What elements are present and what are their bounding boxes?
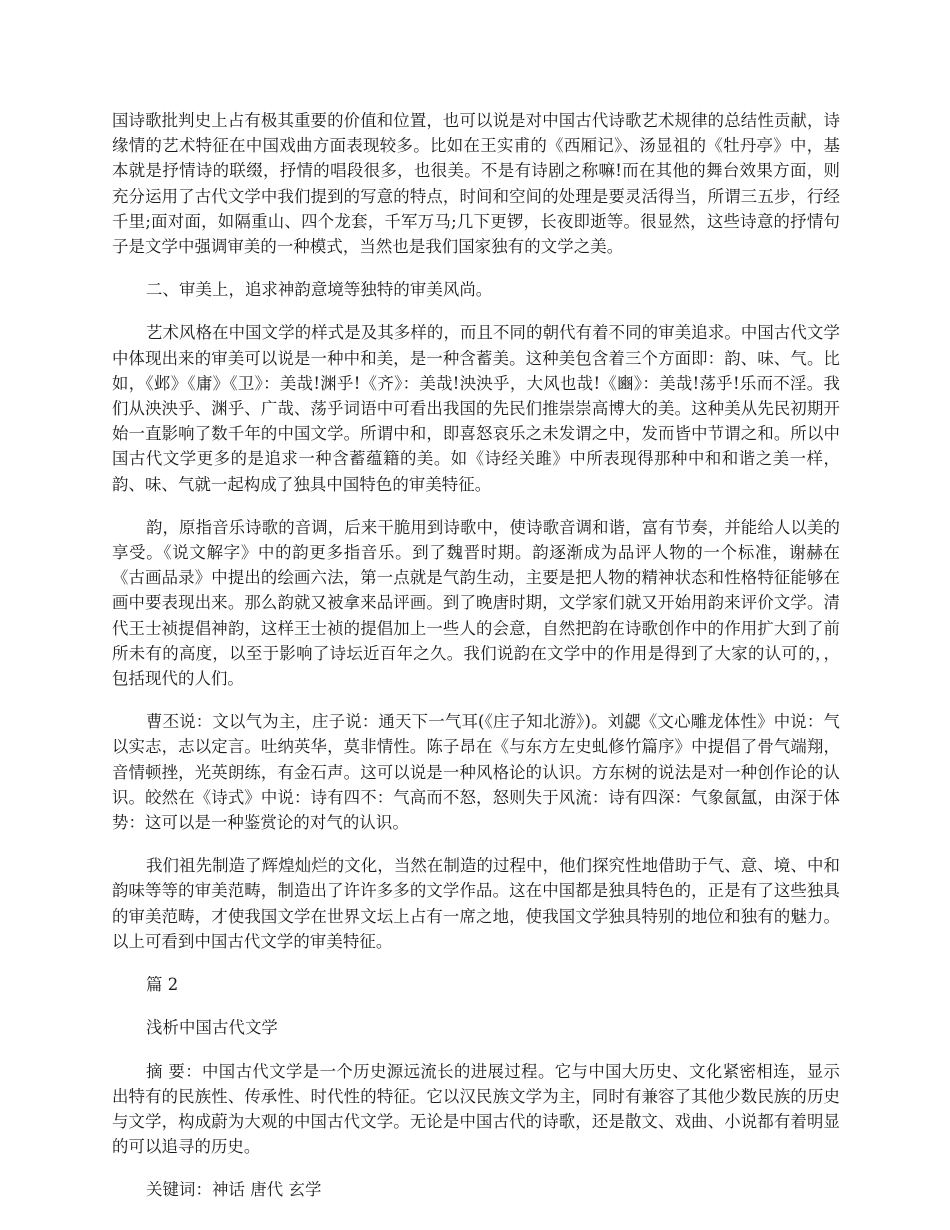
chapter-label: 篇 2 — [146, 975, 179, 995]
keywords-line: 关键词：神话 唐代 玄学 — [146, 1180, 322, 1200]
paragraph-rhyme: 韵，原指音乐诗歌的音调，后来干脆用到诗歌中，使诗歌音调和谐，富有节奏，并能给人以美的享受。《说文解字》中的韵更多指音乐。到了魏晋时期。韵逐渐成为品评人物的一个标准，谢赫在《古画品录》中提出的绘画六法，第一点就是气韵生动，主要是把人物的精神状态和性格特征能够在画中要表现出来。那么韵就又被拿来品评画。到了晚唐时期，文学家们就又开始用韵来评价文学。清代王士祯提倡神韵，这样王士祯的提倡加上一些人的会意，自然把韵在诗歌创作中的作用扩大到了前所未有的高度，以至于影响了诗坛近百年之久。我们说韵在文学中的作用是得到了大家的认可的，，包括现代的人们。 — [112, 517, 840, 689]
document-body — [112, 108, 840, 1221]
abstract-paragraph: 摘 要：中国古代文学是一个历史源远流长的进展过程。它与中国大历史、文化紧密相连，显示出特有的民族性、传承性、时代性的特征。它以汉民族文学为主，同时有兼容了其他少数民族的历史与文学，构成蔚为大观的中国古代文学。无论是中国古代的诗歌，还是散文、戏曲、小说都有着明显的可以追寻的历史。 — [112, 1061, 840, 1157]
section-heading-aesthetics: 二、审美上，追求神韵意境等独特的审美风尚。 — [146, 280, 493, 300]
paragraph-art-style: 艺术风格在中国文学的样式是及其多样的，而且不同的朝代有着不同的审美追求。中国古代文学中体现出来的审美可以说是一种中和美，是一种含蓄美。这种美包含着三个方面即：韵、味、气。比如，《邺》《庸》《卫》：美哉!渊乎!《齐》：美哉!泱泱乎，大风也哉!《豳》：美哉!荡乎!乐而不淫。我们从泱泱乎、渊乎、广哉、荡乎词语中可看出我国的先民们推崇崇高博大的美。这种美从先民初期开始一直影响了数千年的中国文学。所谓中和，即喜怒哀乐之未发谓之中，发而皆中节谓之和。所以中国古代文学更多的是追求一种含蓄蕴籍的美。如《诗经关雎》中所表现得那种中和和谐之美一样，韵、味、气就一起构成了独具中国特色的审美特征。 — [112, 323, 840, 494]
article-title: 浅析中国古代文学 — [146, 1018, 278, 1038]
paragraph-continuation: 国诗歌批判史上占有极其重要的价值和位置，也可以说是对中国古代诗歌艺术规律的总结性贡献，诗缘情的艺术特征在中国戏曲方面表现较多。比如在王实甫的《西厢记》、汤显祖的《牡丹亭》中，基本就是抒情诗的联缀，抒情的唱段很多，也很美。不是有诗剧之称嘛!而在其他的舞台效果方面，则充分运用了古代文学中我们提到的写意的特点，时间和空间的处理是要灵活得当，所谓三五步，行经千里;面对面，如隔重山、四个龙套，千军万马;几下更锣，长夜即逝等。很显然，这些诗意的抒情句子是文学中强调审美的一种模式，当然也是我们国家独有的文学之美。 — [112, 111, 840, 257]
paragraph-qi: 曹丕说：文以气为主，庄子说：通天下一气耳(《庄子知北游》)。刘勰《文心雕龙体性》中说：气以实志，志以定言。吐纳英华，莫非情性。陈子昂在《与东方左史虬修竹篇序》中提倡了骨气端翔，音情顿挫，光英朗练，有金石声。这可以说是一种风格论的认识。方东树的说法是对一种创作论的认识。皎然在《诗式》中说：诗有四不：气高而不怒，怒则失于风流：诗有四深：气象氤氲，由深于体势：这可以是一种鉴赏论的对气的认识。 — [112, 712, 840, 833]
paragraph-conclusion: 我们祖先制造了辉煌灿烂的文化，当然在制造的过程中，他们探究性地借助于气、意、境、中和韵味等等的审美范畴，制造出了许许多多的文学作品。这在中国都是独具特色的，正是有了这些独具的审美范畴，才使我国文学在世界文坛上占有一席之地，使我国文学独具特别的地位和独有的魅力。以上可看到中国古代文学的审美特征。 — [112, 856, 840, 951]
